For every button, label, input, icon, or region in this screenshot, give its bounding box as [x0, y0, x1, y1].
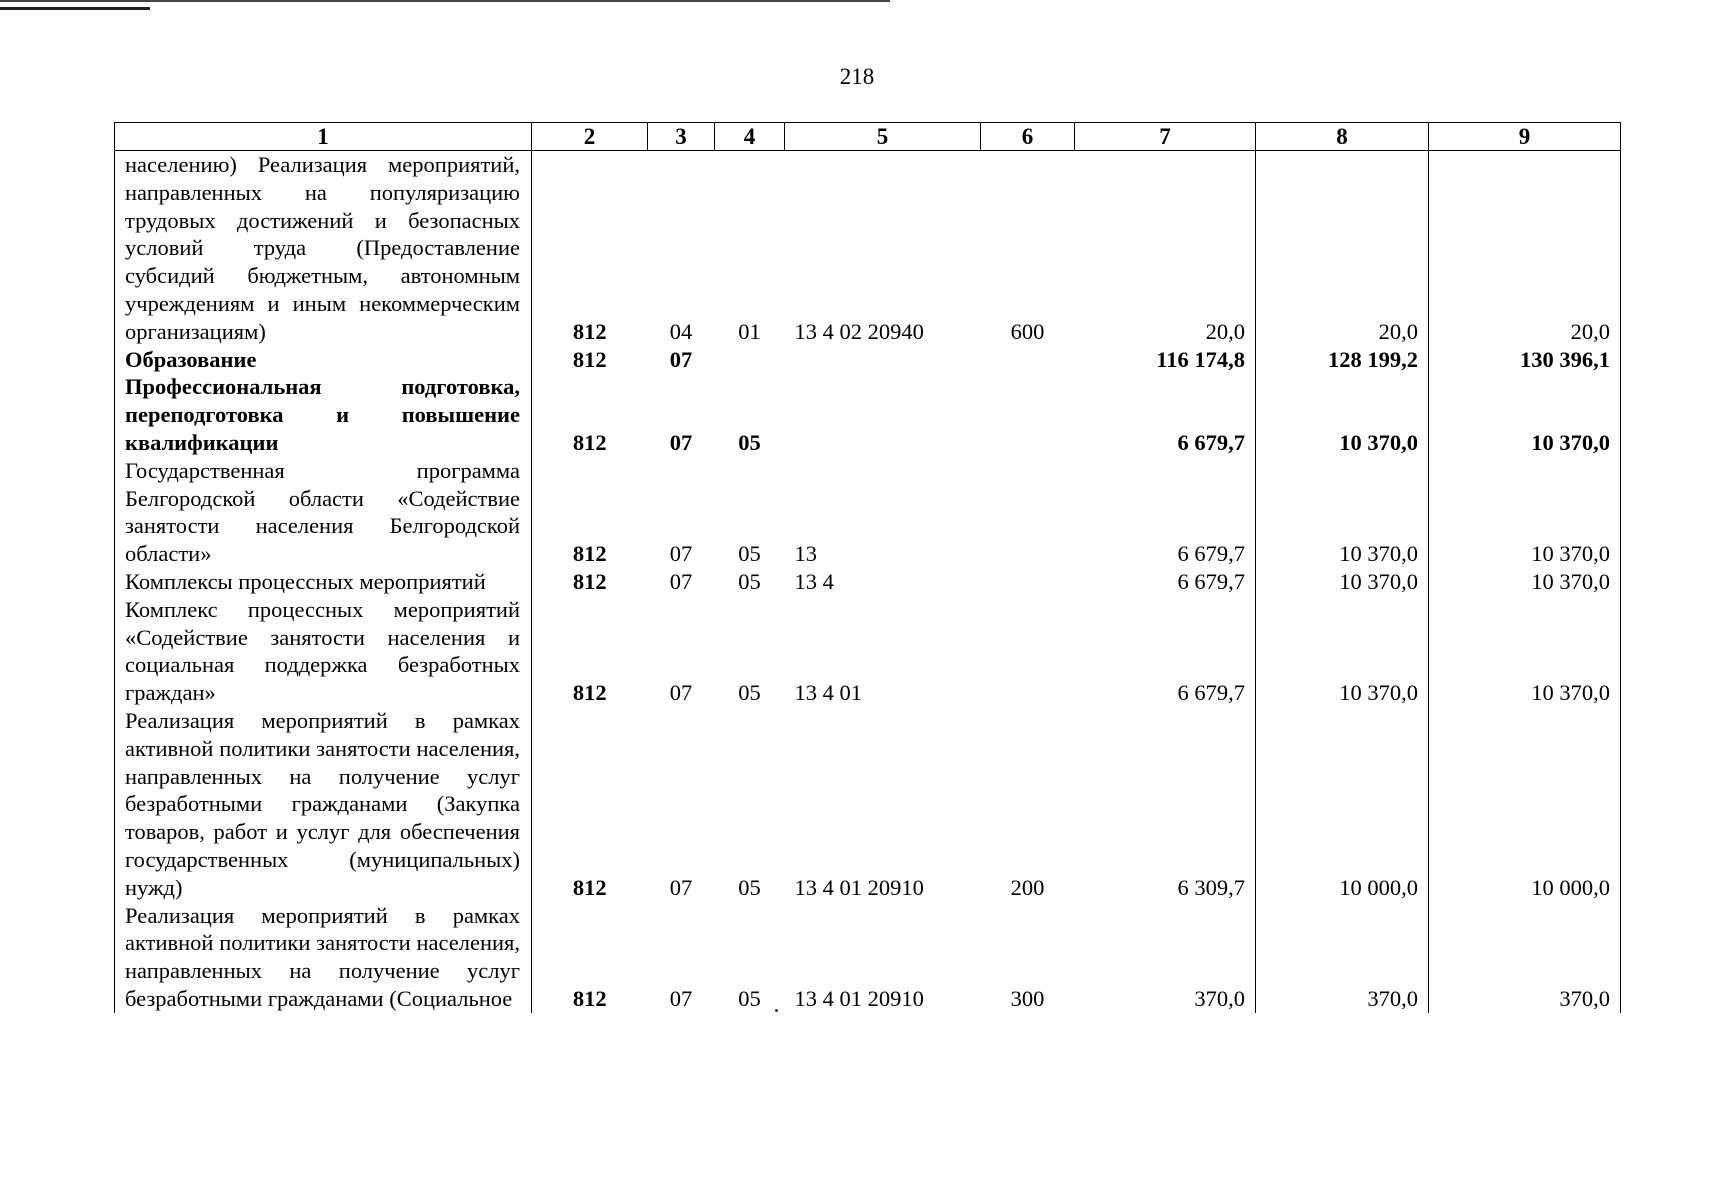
cell-target-article: 13 4 01 20910: [794, 985, 924, 1011]
column-header-7: 7: [1075, 123, 1256, 151]
cell-expense-type: 200: [1010, 874, 1045, 900]
scan-speck: [775, 1009, 778, 1012]
cell-amount-col9: 10 370,0: [1429, 568, 1621, 596]
column-header-9: 9: [1429, 123, 1621, 151]
cell-subsection-code: [715, 346, 785, 374]
cell-amount-col8: 370,0: [1256, 902, 1429, 1013]
cell-ved-code: 812: [572, 541, 607, 567]
cell-amount-col9: 10 370,0: [1429, 596, 1621, 707]
cell-ved-code: 812: [572, 874, 607, 900]
column-header-1: 1: [115, 123, 532, 151]
cell-expense-type: [981, 373, 1075, 456]
row-name: Образование: [115, 346, 532, 374]
cell-ved-code: 812: [572, 429, 607, 455]
cell-section-code: 07: [669, 568, 693, 594]
cell-target-article: 13 4 01: [794, 680, 862, 706]
column-header-3: 3: [648, 123, 715, 151]
column-header-5: 5: [785, 123, 981, 151]
cell-amount-col8: 10 370,0: [1256, 457, 1429, 568]
cell-amount-col7: 116 174,8: [1075, 346, 1256, 374]
cell-amount-col8: 10 370,0: [1256, 568, 1429, 596]
cell-subsection-code: 05: [738, 541, 761, 567]
cell-expense-type: [981, 596, 1075, 707]
cell-expense-type: 300: [1010, 985, 1045, 1011]
header-row: [115, 123, 1621, 151]
table-row: [115, 346, 1621, 374]
cell-target-article: 13: [794, 541, 817, 567]
cell-subsection-code: 05: [738, 680, 761, 706]
cell-amount-col7: 20,0: [1075, 151, 1256, 346]
cell-amount-col9: 10 370,0: [1429, 457, 1621, 568]
cell-ved-code: 812: [572, 985, 607, 1011]
row-name: Комплекс процессных мероприятий «Содействие занятости населения и социальная поддержка безработных граждан»: [115, 596, 532, 707]
cell-expense-type: [981, 568, 1075, 596]
cell-target-article: 13 4 02 20940: [794, 318, 924, 344]
row-name: Реализация мероприятий в рамках активной политики занятости населения, направленных на получение услуг безработными гражданами (Социальное: [115, 902, 532, 1013]
table-body: [115, 151, 1621, 1013]
cell-amount-col7: 6 679,7: [1075, 568, 1256, 596]
cell-amount-col7: 6 309,7: [1075, 707, 1256, 902]
row-name: населению) Реализация мероприятий, направленных на популяризацию трудовых достижений и безопасных условий труда (Предоставление субсидий бюджетным, автономным учреждениям и иным некоммерческим организациям): [115, 151, 532, 346]
scan-edge-mark: [0, 7, 150, 10]
cell-amount-col9: 20,0: [1429, 151, 1621, 346]
cell-expense-type: [981, 346, 1075, 374]
cell-amount-col9: 370,0: [1429, 902, 1621, 1013]
table-row: [115, 596, 1621, 707]
scan-edge-line: [0, 0, 890, 2]
page-number: 218: [839, 64, 875, 89]
cell-target-article: 13 4 01 20910: [794, 874, 924, 900]
cell-section-code: 07: [669, 874, 693, 900]
cell-subsection-code: 01: [738, 318, 761, 344]
cell-ved-code: 812: [572, 346, 607, 372]
table-row: [115, 568, 1621, 596]
cell-expense-type: 600: [1010, 318, 1045, 344]
row-name: Профессиональная подготовка, переподготовка и повышение квалификации: [115, 373, 532, 456]
cell-subsection-code: 05: [738, 568, 761, 594]
cell-ved-code: 812: [572, 680, 607, 706]
cell-amount-col7: 6 679,7: [1075, 457, 1256, 568]
budget-table-container: [114, 122, 1620, 1013]
cell-amount-col8: 20,0: [1256, 151, 1429, 346]
table-row: [115, 151, 1621, 346]
table-row: [115, 373, 1621, 456]
cell-ved-code: 812: [572, 568, 607, 594]
cell-target-article: [785, 346, 981, 374]
budget-table: [114, 122, 1621, 1013]
cell-subsection-code: 05: [738, 874, 761, 900]
cell-amount-col9: 10 370,0: [1429, 373, 1621, 456]
cell-amount-col7: 6 679,7: [1075, 596, 1256, 707]
cell-amount-col8: 10 370,0: [1256, 596, 1429, 707]
cell-expense-type: [981, 457, 1075, 568]
table-row: [115, 707, 1621, 902]
cell-subsection-code: 05: [738, 985, 761, 1011]
cell-section-code: 07: [669, 429, 693, 455]
column-header-6: 6: [981, 123, 1075, 151]
column-header-4: 4: [715, 123, 785, 151]
cell-target-article: [785, 373, 981, 456]
cell-amount-col9: 10 000,0: [1429, 707, 1621, 902]
cell-amount-col9: 130 396,1: [1429, 346, 1621, 374]
row-name: Реализация мероприятий в рамках активной политики занятости населения, направленных на получение услуг безработными гражданами (Закупка товаров, работ и услуг для обеспечения государственных (муниципальных) нужд): [115, 707, 532, 902]
cell-section-code: 07: [669, 680, 693, 706]
table-row: [115, 902, 1621, 1013]
cell-amount-col8: 10 000,0: [1256, 707, 1429, 902]
row-name: Комплексы процессных мероприятий: [115, 568, 532, 596]
cell-amount-col7: 6 679,7: [1075, 373, 1256, 456]
cell-section-code: 07: [669, 985, 693, 1011]
cell-ved-code: 812: [572, 318, 607, 344]
cell-subsection-code: 05: [738, 429, 761, 455]
cell-section-code: 04: [669, 318, 693, 344]
cell-section-code: 07: [669, 541, 693, 567]
cell-section-code: 07: [669, 346, 693, 372]
table-row: [115, 457, 1621, 568]
column-header-2: 2: [532, 123, 648, 151]
cell-target-article: 13 4: [794, 568, 834, 594]
cell-amount-col8: 128 199,2: [1256, 346, 1429, 374]
row-name: Государственная программа Белгородской области «Содействие занятости населения Белгородской области»: [115, 457, 532, 568]
column-header-8: 8: [1256, 123, 1429, 151]
cell-amount-col7: 370,0: [1075, 902, 1256, 1013]
cell-amount-col8: 10 370,0: [1256, 373, 1429, 456]
